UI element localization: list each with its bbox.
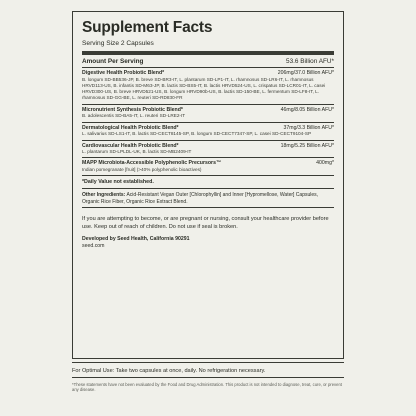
- optimal-use-note: For Optimal Use: Take two capsules at once, daily. No refrigeration necessary.: [72, 362, 344, 374]
- blend-name: Dermatological Health Probiotic Blend*: [82, 124, 179, 131]
- developer-info: [82, 236, 334, 250]
- fda-disclaimer: *These statements have not been evaluated by the Food and Drug Administration. This product is not intended to diagnose, treat, cure, or prevent any disease.: [72, 377, 344, 393]
- blend-name: Digestive Health Probiotic Blend*: [82, 70, 165, 76]
- blend-strains: Indian pomegranate [fruit] (>40% polyphenolic bioactives): [82, 167, 202, 173]
- blend-amount: 400mg*: [316, 160, 334, 167]
- serving-size: Serving Size 2 Capsules: [82, 40, 154, 47]
- panel-title: Supplement Facts: [82, 19, 213, 36]
- blend-amount: 18mg/5.25 Billion AFU*: [280, 142, 334, 149]
- divider: [82, 207, 334, 208]
- daily-value-note: *Daily Value not established.: [82, 179, 154, 186]
- blend-strains: L. salivarius SD-LS1-IT, B. lactis SD-CECT8145-SP, B. longum SD-CECT7347-SP, L. casei SD-CECT9104-SP: [82, 131, 312, 137]
- blend-header: [82, 125, 334, 132]
- blend-strains: B. adolescentis SD-BA5-IT, L. reuteri SD-LRE2-IT: [82, 113, 186, 119]
- blend-header: [82, 107, 334, 114]
- blend-name: MAPP Microbiota-Accessible Polyphenolic Precursors™: [82, 160, 222, 167]
- blend-mapp: [82, 158, 334, 175]
- blend-strains: L. plantarum SD-LPLDL-UK, B. lactis SD-MB2409-IT: [82, 149, 192, 155]
- blend-cardiovascular: [82, 141, 334, 158]
- supplement-facts-panel: [72, 11, 344, 359]
- blend-name: Cardiovascular Health Probiotic Blend*: [82, 142, 179, 149]
- other-ingredients-label: Other Ingredients:: [82, 192, 126, 199]
- blend-dermatological: [82, 123, 334, 140]
- amount-per-serving-row: [82, 55, 334, 67]
- developer-site: seed.com: [82, 242, 105, 249]
- blend-header: [82, 70, 334, 77]
- blend-header: [82, 160, 334, 167]
- blend-amount: 206mg/37.0 Billion AFU*: [277, 70, 334, 76]
- blend-micronutrient: [82, 105, 334, 122]
- blend-amount: 46mg/8.05 Billion AFU*: [280, 106, 334, 113]
- amount-per-serving-label: Amount Per Serving: [82, 58, 144, 65]
- developer-line: Developed by Seed Health, California 90291: [82, 235, 190, 242]
- other-ingredients-text: Acid-Resistant Vegan Outer [Chlorophyllin] and Inner [Hypromellose, Water] Capsules, Organic Rice Fiber, Organic Rice Extract Blend.: [82, 192, 319, 205]
- amount-per-serving-value: 53.6 Billion AFU*: [286, 58, 334, 65]
- warning-text: If you are attempting to become, or are pregnant or nursing, consult your healthcare provider before use. Keep out of reach of children. Do not use if seal is broken.: [82, 216, 329, 230]
- blend-digestive: [82, 68, 334, 104]
- blend-header: [82, 143, 334, 150]
- other-ingredients: [82, 189, 334, 207]
- blend-name: Micronutrient Synthesis Probiotic Blend*: [82, 106, 183, 113]
- blend-amount: 37mg/3.3 Billion AFU*: [283, 124, 334, 131]
- blend-strains: B. longum SD-BB536-JP, B. breve SD-BR3-IT, L. plantarum SD-LP1-IT, L. rhamnosus SD-LR6-IT, L. rhamnosus HRVD113-US, B. infantis SD-M63-JP, B. lactis SD-BS5-IT, B. lactis HRVD524-US, L. crispatus SD-LCR01-IT, L. casei HRVD300-US, B. breve HRVD521-US, B. longum HRVD90b-US, B. lactis SD-150-BE, L. fermentum SD-LF8-IT, L. rhamnosus SD-GG-BE, L. reuteri SD-RD830-FR: [82, 76, 326, 101]
